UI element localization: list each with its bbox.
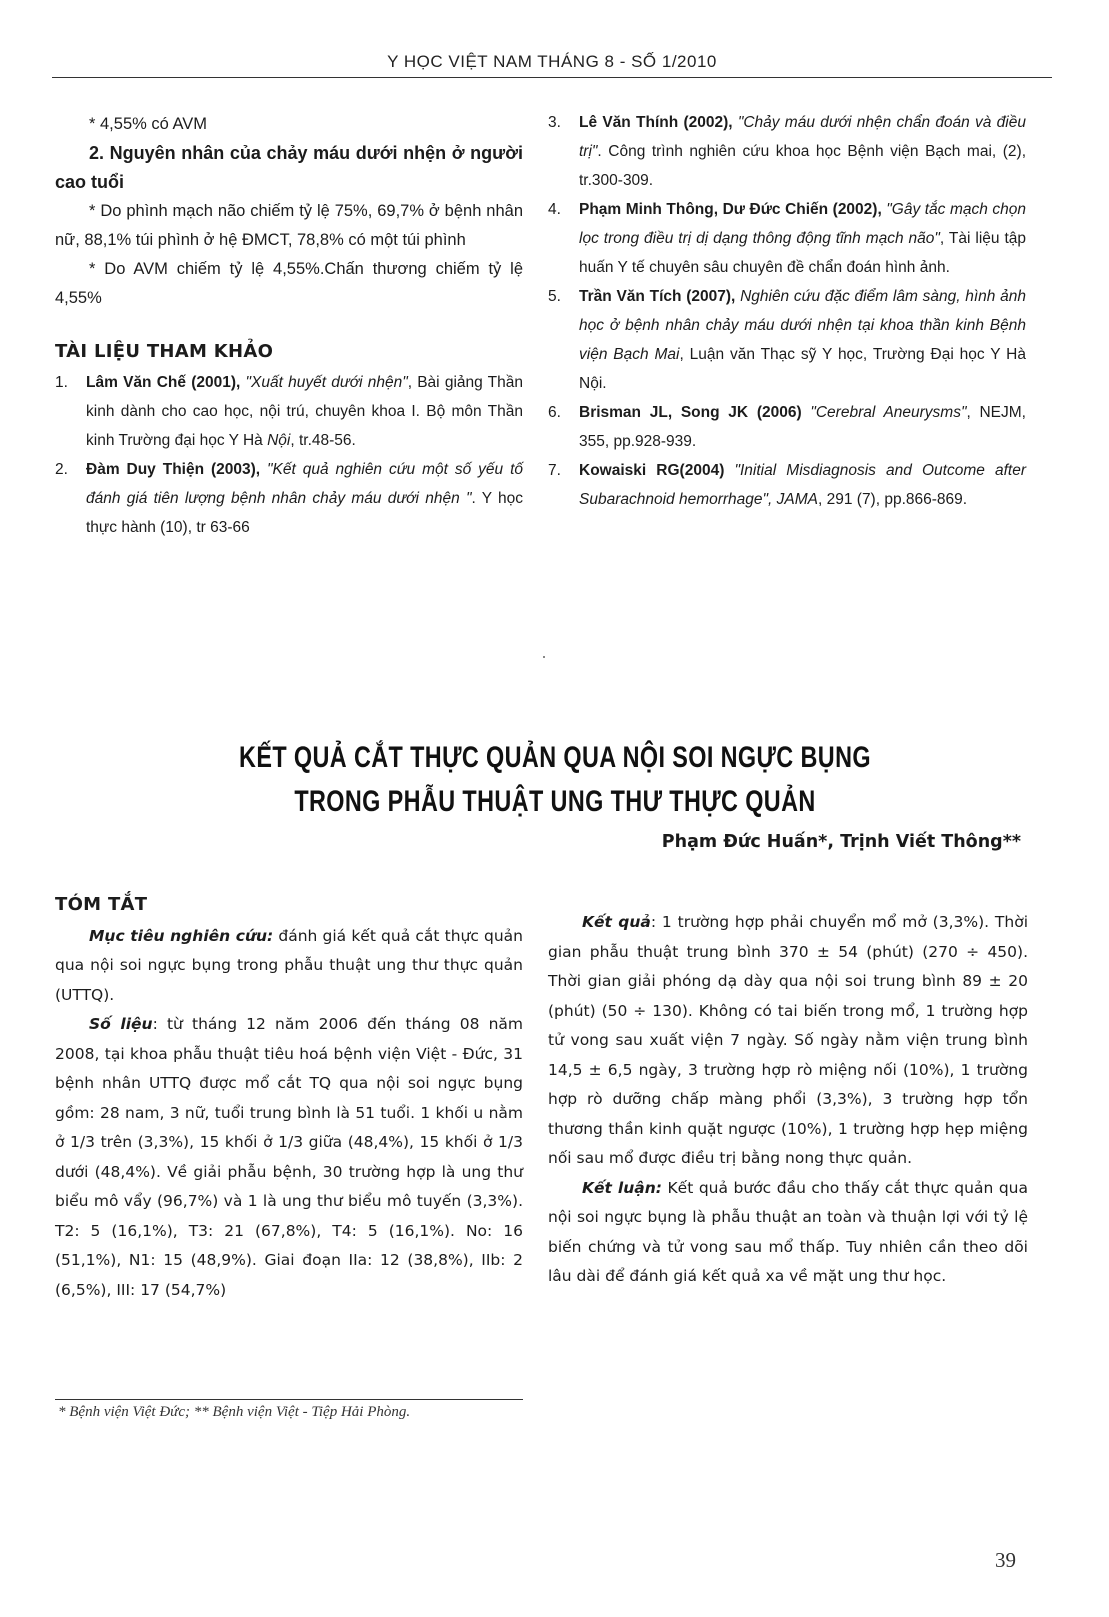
prev-article-line: * 4,55% có AVM: [89, 115, 208, 133]
summary-title: TÓM TẮT: [55, 894, 148, 915]
reference-author: Đàm Duy Thiện (2003),: [86, 461, 261, 478]
section2-point: * Do AVM chiếm tỷ lệ 4,55%.Chấn thương chiếm tỷ lệ 4,55%: [55, 260, 523, 307]
objective-paragraph: [55, 922, 523, 1011]
reference-source: , Bài giảng Thần kinh dành cho cao học, nội trú, chuyên khoa I. Bộ môn Thần kinh Trường đại học Y Hà: [86, 374, 524, 449]
prev-article-right-column: [548, 108, 1026, 514]
reference-title: "Gây tắc mạch chọn lọc trong điều trị dị dạng thông động tĩnh mạch não": [579, 201, 1026, 247]
data-text: : từ tháng 12 năm 2006 đến tháng 08 năm 2008, tại khoa phẫu thuật tiêu hoá bệnh viện Việt - Đức, 31 bệnh nhân UTTQ được mổ cắt TQ qua nội soi ngực bụng gồm: 28 nam, 3 nữ, tuổi trung bình là 51 tuổi. 1 khối u nằm ở 1/3 trên (3,3%), 15 khối ở 1/3 giữa (48,4%), 15 khối ở 1/3 dưới (48,4%). Về giải phẫu bệnh, 30 trường hợp là ung thư biểu mô vẩy (96,7%) và 1 là ung thư biểu mô tuyến (3,3%). T2: 5 (16,1%), T3: 21 (67,8%), T4: 5 (16,1%). No: 16 (51,1%), N1: 15 (48,9%). Giai đoạn IIa: 12 (38,8%), IIb: 2 (6,5%), III: 17 (54,7%): [55, 1015, 523, 1299]
conclusion-label: Kết luận:: [582, 1178, 662, 1197]
prev-article-left-column: [55, 110, 523, 542]
reference-author: Lâm Văn Chế (2001),: [86, 374, 241, 391]
reference-author: Trần Văn Tích (2007),: [579, 288, 736, 305]
results-text: : 1 trường hợp phải chuyển mổ mở (3,3%). Thời gian phẫu thuật trung bình 370 ± 54 (phút) (270 ÷ 450). Thời gian giải phóng dạ dày qua nội soi trung bình 89 ± 20 (phút) (50 ÷ 130). Không có tai biến trong mổ, 1 trường hợp tử vong sau xuất viện 7 ngày. Số ngày nằm viện trung bình 14,5 ± 6,5 ngày, 3 trường hợp rò miệng nối (10%), 1 trường hợp rò dưỡng chấp màng phổi (3,3%), 3 trường hợp tổn thương thần kinh quặt ngược (10%), 1 trường hợp hẹp miệng nối sau mổ được điều trị bằng nong thực quản.: [548, 913, 1029, 1167]
reference-title: "Kết quả nghiên cứu một số yếu tố đánh giá tiên lượng bệnh nhân chảy máu dưới nhện ": [86, 461, 523, 507]
header-rule: [52, 77, 1052, 78]
page-number: 39: [995, 1548, 1016, 1572]
affiliation-footnote: * Bệnh viện Việt Đức; ** Bệnh viện Việt - Tiệp Hải Phòng.: [58, 1404, 411, 1420]
reference-number: 6.: [548, 404, 561, 421]
section2-title: 2. Nguyên nhân của chảy máu dưới nhện ở người cao tuổi: [55, 143, 523, 192]
reference-number: 5.: [548, 288, 561, 305]
reference-number: 7.: [548, 462, 561, 479]
reference-item: [548, 195, 1026, 282]
reference-pages: , tr.48-56.: [290, 432, 356, 449]
reference-source: , NEJM, 355, pp.928-939.: [579, 404, 1026, 450]
objective-text: đánh giá kết quả cắt thực quản qua nội soi ngực bụng trong phẫu thuật ung thư thực quản (UTTQ).: [55, 926, 523, 1004]
reference-author: Kowaiski RG(2004): [579, 462, 725, 479]
reference-item: [55, 455, 523, 542]
reference-item: [548, 398, 1026, 456]
reference-source-italic: Nội: [267, 432, 291, 449]
reference-item: [55, 368, 523, 455]
conclusion-text: Kết quả bước đầu cho thấy cắt thực quản qua nội soi ngực bụng là phẫu thuật an toàn và thuận lợi với tỷ lệ biến chứng và tử vong sau mổ thấp. Tuy nhiên cần theo dõi lâu dài để đánh giá kết quả xa về mặt ung thư học.: [548, 1178, 1028, 1285]
reference-title: "Chảy máu dưới nhện chẩn đoán và điều trị": [579, 114, 1026, 160]
summary-right-column: [548, 908, 1028, 1292]
reference-item: [548, 282, 1026, 398]
results-paragraph: [548, 908, 1028, 1174]
reference-number: 1.: [55, 374, 68, 391]
reference-number: 2.: [55, 461, 68, 478]
reference-number: 3.: [548, 114, 561, 131]
conclusion-paragraph: [548, 1174, 1028, 1292]
reference-title: "Xuất huyết dưới nhện": [245, 374, 408, 391]
reference-title: "Cerebral Aneurysms": [810, 404, 967, 421]
objective-label: Mục tiêu nghiên cứu:: [89, 926, 274, 945]
reference-source: , Tài liệu tập huấn Y tế chuyên sâu chuyên đề chẩn đoán hình ảnh.: [579, 230, 1027, 276]
reference-author: Phạm Minh Thông, Dư Đức Chiến (2002),: [579, 201, 882, 218]
reference-source: , 291 (7), pp.866-869.: [818, 491, 968, 508]
data-label: Số liệu: [89, 1015, 153, 1033]
data-paragraph: [55, 1010, 523, 1305]
running-header: Y HỌC VIỆT NAM THÁNG 8 - SỐ 1/2010: [387, 52, 717, 71]
summary-left-column: [55, 882, 523, 1305]
scan-dot: [543, 656, 545, 658]
reference-title: Nghiên cứu đặc điểm lâm sàng, hình ảnh học ở bệnh nhân chảy máu dưới nhện tại khoa thần kinh Bệnh viện Bạch Mai: [579, 288, 1026, 363]
reference-item: [548, 108, 1026, 195]
reference-source: . Công trình nghiên cứu khoa học Bệnh viện Bạch mai, (2), tr.300-309.: [579, 143, 1026, 189]
footnote-rule: [55, 1399, 523, 1400]
section2-point: * Do phình mạch não chiếm tỷ lệ 75%, 69,7% ở bệnh nhân nữ, 88,1% túi phình ở hệ ĐMCT, 78,8% có một túi phình: [55, 202, 523, 249]
article-title-line: TRONG PHẪU THUẬT UNG THƯ THỰC QUẢN: [294, 785, 816, 818]
results-label: Kết quả: [582, 913, 651, 931]
reference-item: [548, 456, 1026, 514]
reference-title: "Initial Misdiagnosis and Outcome after Subarachnoid hemorrhage", JAMA: [579, 462, 1026, 508]
reference-author: Lê Văn Thính (2002),: [579, 114, 733, 131]
references-title: TÀI LIỆU THAM KHẢO: [55, 341, 274, 362]
article-authors: Phạm Đức Huấn*, Trịnh Viết Thông**: [661, 832, 1021, 852]
article-title: [216, 736, 895, 824]
reference-author: Brisman JL, Song JK (2006): [579, 404, 802, 421]
article-title-line: KẾT QUẢ CẮT THỰC QUẢN QUA NỘI SOI NGỰC BỤNG: [239, 741, 871, 774]
reference-source: , Luận văn Thạc sỹ Y học, Trường Đại học Y Hà Nội.: [579, 346, 1026, 392]
reference-source: . Y học thực hành (10), tr 63-66: [86, 490, 523, 536]
reference-number: 4.: [548, 201, 561, 218]
